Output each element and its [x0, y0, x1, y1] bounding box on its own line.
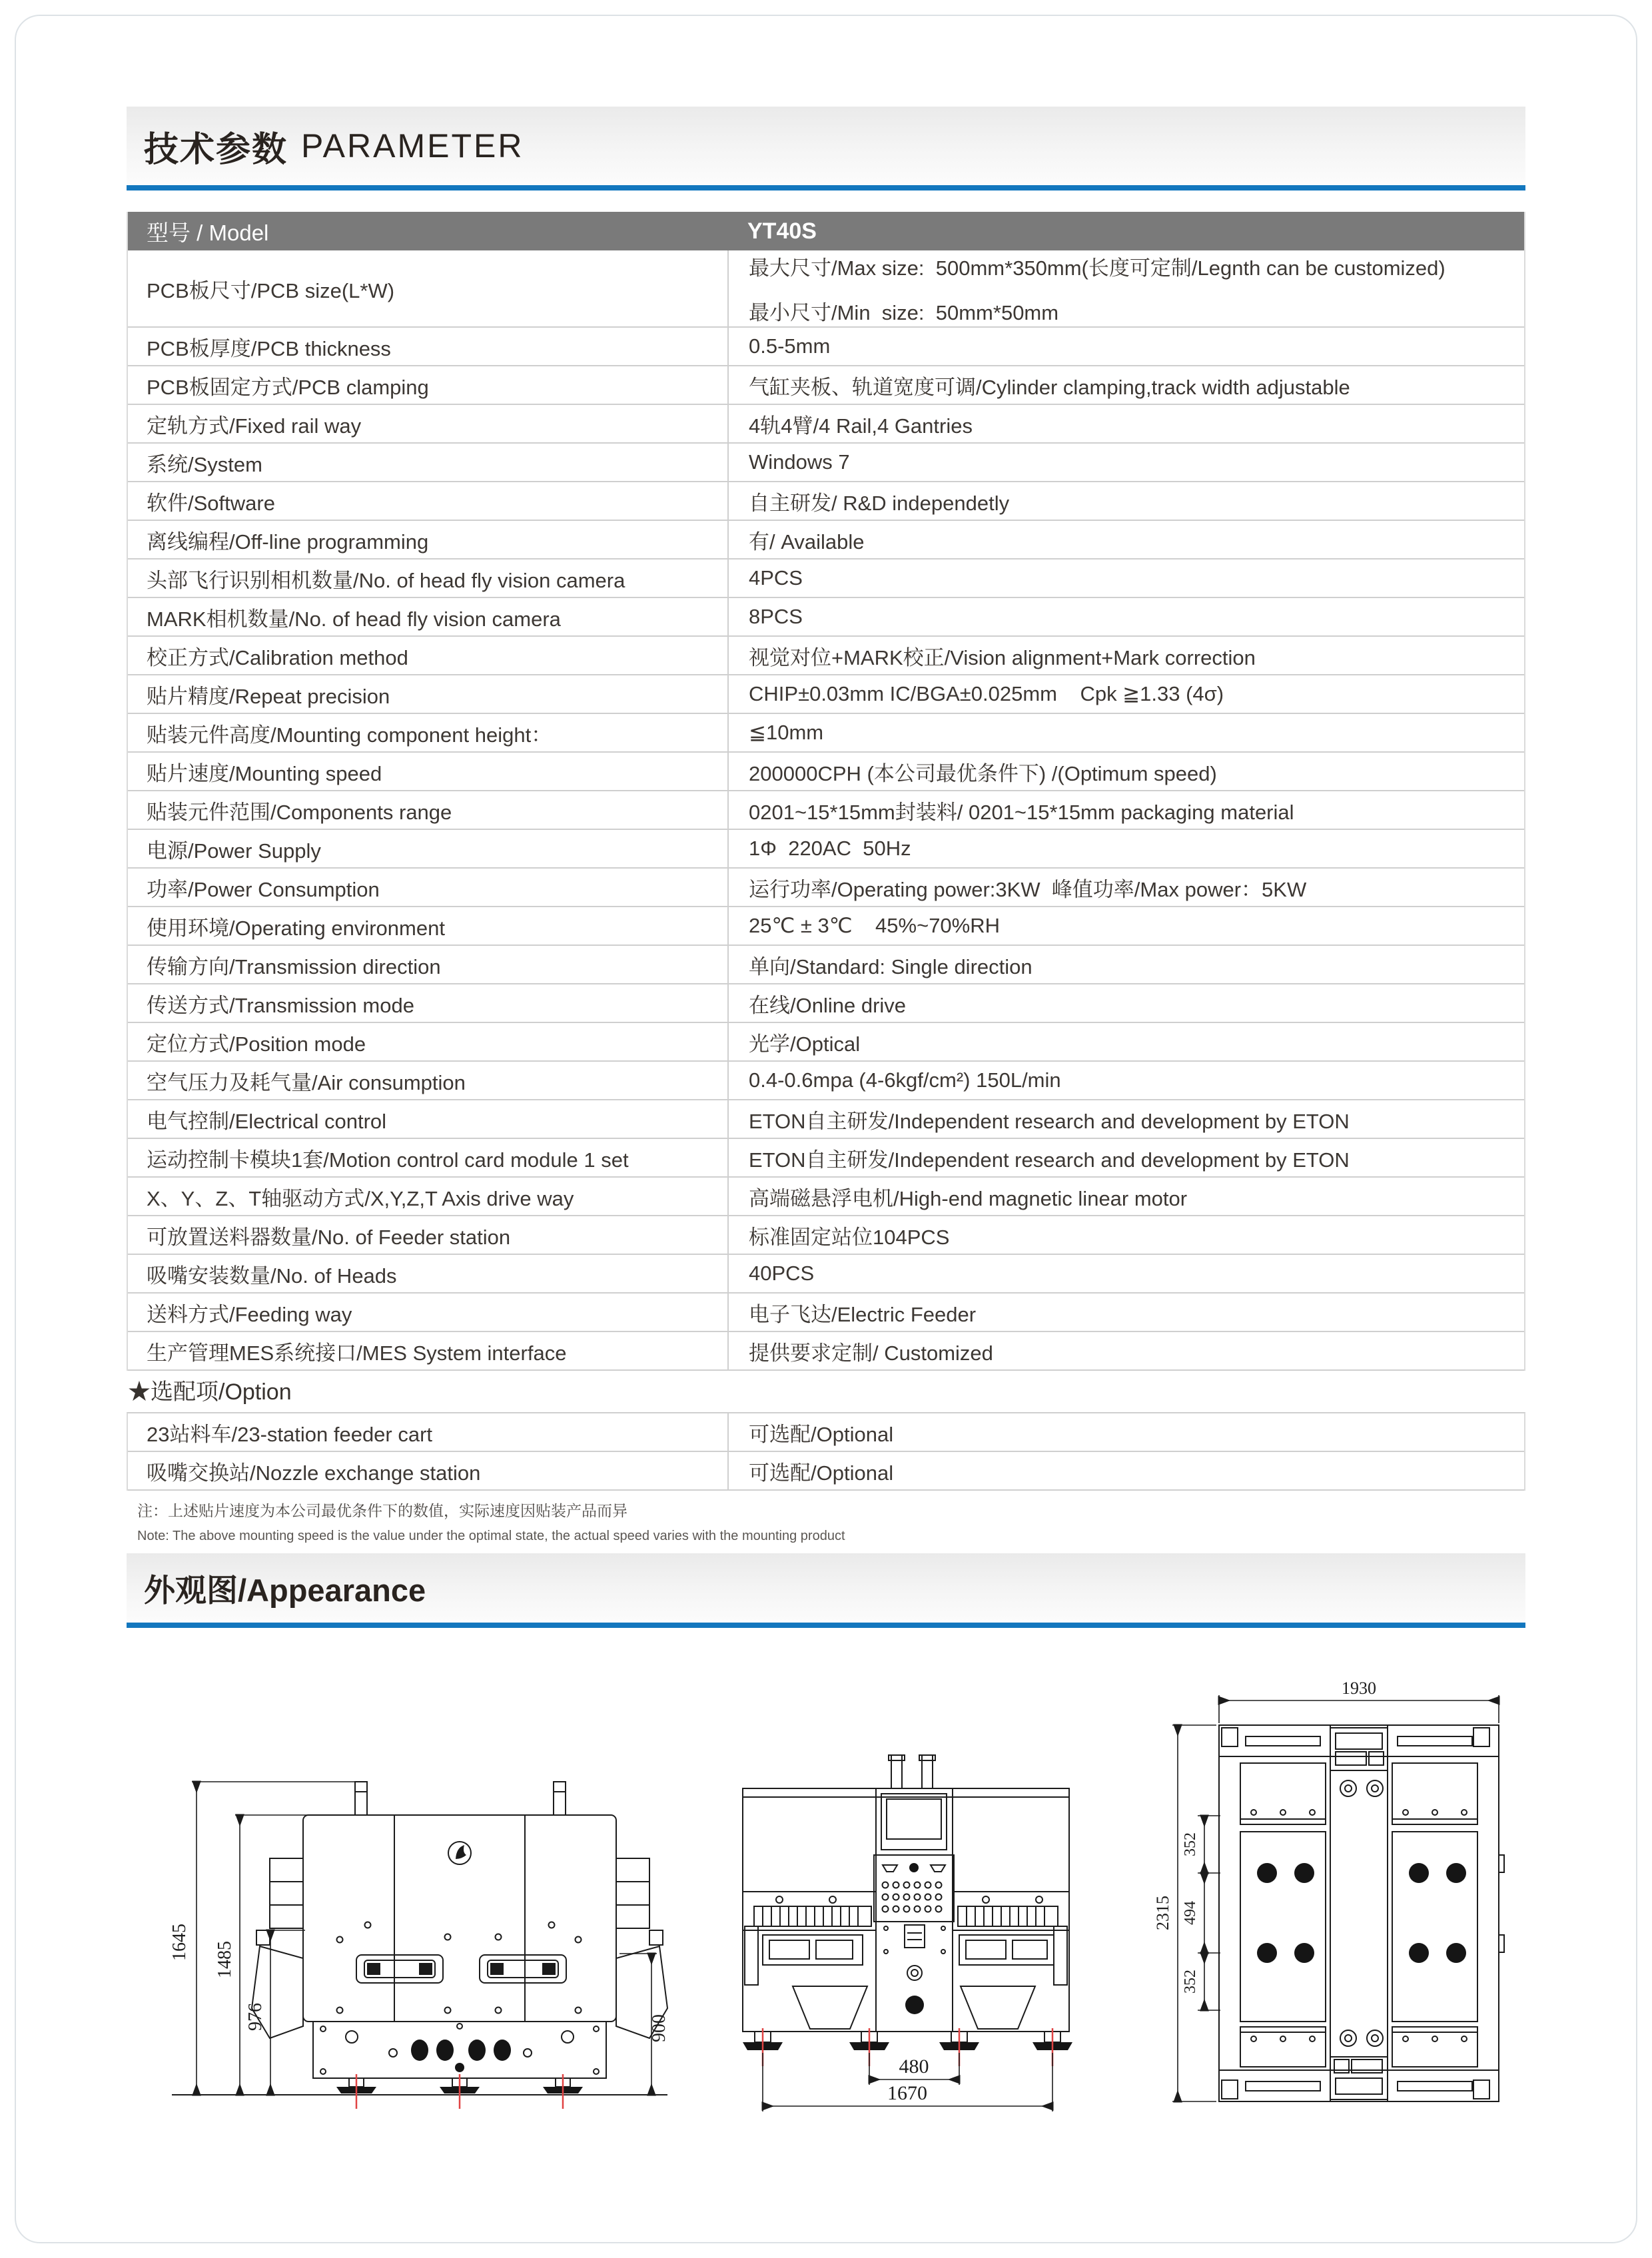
- spec-label: 校正方式/Calibration method: [147, 645, 408, 669]
- spec-value-line: 标准固定站位104PCS: [749, 1225, 950, 1249]
- option-table-body: [128, 1413, 1524, 1491]
- table-row: [128, 869, 1524, 907]
- spec-value-line: 有/ Available: [749, 530, 865, 554]
- table-row: [128, 521, 1524, 560]
- spec-label: 离线编程/Off-line programming: [147, 530, 429, 554]
- dim-conveyor-height: 976: [245, 2003, 266, 2031]
- dim-total-height: 1645: [169, 1924, 190, 1961]
- table-row: [128, 1255, 1524, 1294]
- spec-label: 定位方式/Position mode: [147, 1032, 366, 1056]
- spec-value: [727, 1023, 1524, 1060]
- spec-label: 贴装元件高度/Mounting component height：: [147, 723, 552, 747]
- spec-value: [727, 1139, 1524, 1176]
- dim-width: 1930: [1342, 1679, 1376, 1698]
- spec-value-line: 光学/Optical: [749, 1032, 861, 1056]
- spec-label: 电源/Power Supply: [147, 839, 321, 863]
- spec-value-line: 40PCS: [749, 1262, 815, 1285]
- dim-seg-bottom: 352: [1182, 1970, 1199, 1994]
- table-row: [128, 444, 1524, 482]
- top-view-machine: [1219, 1725, 1504, 2101]
- table-row: [128, 1413, 1524, 1452]
- table-row: [128, 598, 1524, 637]
- spec-value: [727, 637, 1524, 674]
- spec-value: [727, 1100, 1524, 1138]
- spec-value: [727, 791, 1524, 829]
- spec-value: [727, 482, 1524, 520]
- option-section-title: ★选配项/Option: [128, 1379, 292, 1405]
- spec-value-line: 0.4-0.6mpa (4-6kgf/cm²) 150L/min: [749, 1068, 1061, 1092]
- table-row: [128, 714, 1524, 753]
- spec-value: [727, 1216, 1524, 1254]
- spec-value-line: 电子飞达/Electric Feeder: [749, 1302, 977, 1326]
- table-row: [128, 366, 1524, 405]
- spec-value-line: CHIP±0.03mm IC/BGA±0.025mm Cpk ≧1.33 (4σ): [749, 682, 1224, 705]
- table-row: [128, 1100, 1524, 1139]
- spec-label: 可放置送料器数量/No. of Feeder station: [147, 1225, 511, 1249]
- spec-value: [727, 714, 1524, 751]
- spec-value: [727, 598, 1524, 635]
- spec-value: [727, 946, 1524, 983]
- spec-label: 电气控制/Electrical control: [147, 1109, 387, 1133]
- spec-value-line: 4PCS: [749, 566, 803, 589]
- spec-label: 贴片精度/Repeat precision: [147, 684, 390, 708]
- spec-value-line: 8PCS: [749, 605, 803, 628]
- spec-value: [727, 830, 1524, 867]
- option-table: [127, 1412, 1525, 1491]
- spec-value: [727, 1413, 1524, 1451]
- front-view-machine: [743, 1755, 1072, 2066]
- spec-value: [727, 1332, 1524, 1369]
- parameter-title-zh: 技术参数: [144, 130, 288, 169]
- spec-table-header: [128, 212, 1524, 250]
- table-row: [128, 328, 1524, 366]
- spec-label: MARK相机数量/No. of head fly vision camera: [147, 607, 561, 631]
- spec-value: [727, 753, 1524, 790]
- spec-label: 吸嘴交换站/Nozzle exchange station: [147, 1461, 481, 1485]
- spec-label: PCB板厚度/PCB thickness: [147, 336, 391, 360]
- spec-value: [727, 1255, 1524, 1292]
- spec-value-line: 最小尺寸/Min size: 50mm*50mm: [749, 301, 1059, 324]
- spec-value: [727, 405, 1524, 442]
- table-row: [128, 1332, 1524, 1371]
- spec-value-line: 可选配/Optional: [749, 1422, 894, 1446]
- spec-value: [727, 869, 1524, 906]
- spec-value: [727, 328, 1524, 365]
- table-row: [128, 907, 1524, 946]
- spec-value-line: 运行功率/Operating power:3KW 峰值功率/Max power：5KW: [749, 877, 1307, 901]
- spec-label: 头部飞行识别相机数量/No. of head fly vision camera: [147, 568, 625, 592]
- table-row: [128, 1294, 1524, 1332]
- spec-value: [727, 560, 1524, 597]
- spec-label: 生产管理MES系统接口/MES System interface: [147, 1341, 567, 1365]
- table-row: [128, 1062, 1524, 1100]
- spec-value-line: 4轨4臂/4 Rail,4 Gantries: [749, 414, 973, 438]
- spec-value: [727, 366, 1524, 404]
- table-row: [128, 1178, 1524, 1216]
- table-row: [128, 984, 1524, 1023]
- spec-label: 定轨方式/Fixed rail way: [147, 414, 362, 438]
- back-view-machine: [172, 1782, 667, 2109]
- dim-body-height: 1485: [214, 1941, 235, 1978]
- dim-inner-feet-span: 480: [899, 2056, 929, 2077]
- dim-outer-feet-span: 1670: [887, 2082, 927, 2104]
- table-row: [128, 1216, 1524, 1255]
- spec-value: [727, 1294, 1524, 1331]
- spec-label: X、Y、Z、T轴驱动方式/X,Y,Z,T Axis drive way: [147, 1186, 574, 1210]
- spec-value: [727, 1062, 1524, 1099]
- spec-label: 贴装元件范围/Components range: [147, 800, 452, 824]
- spec-value-line: 0.5-5mm: [749, 334, 831, 358]
- table-row: [128, 1023, 1524, 1062]
- footnote-en: Note: The above mounting speed is the value under the optimal state, the actual speed varies with the mounting product: [137, 1529, 845, 1543]
- spec-table: [127, 212, 1525, 1371]
- spec-label: 传送方式/Transmission mode: [147, 993, 414, 1017]
- spec-value-line: 高端磁悬浮电机/High-end magnetic linear motor: [749, 1186, 1188, 1210]
- spec-label: 贴片速度/Mounting speed: [147, 761, 382, 785]
- spec-value-line: ETON自主研发/Independent research and development by ETON: [749, 1148, 1350, 1172]
- table-row: [128, 791, 1524, 830]
- spec-value-line: 提供要求定制/ Customized: [749, 1341, 993, 1365]
- footnotes: [137, 1499, 845, 1544]
- spec-value-line: 气缸夹板、轨道宽度可调/Cylinder clamping,track width adjustable: [749, 375, 1350, 399]
- spec-label: 送料方式/Feeding way: [147, 1302, 352, 1326]
- table-row: [128, 1452, 1524, 1491]
- table-row: [128, 946, 1524, 984]
- spec-value-line: ≦10mm: [749, 721, 824, 744]
- spec-value-line: 自主研发/ R&D independetly: [749, 491, 1010, 515]
- table-row: [128, 482, 1524, 521]
- table-row: [128, 830, 1524, 869]
- dim-seg-top: 352: [1182, 1832, 1199, 1856]
- spec-value-line: ETON自主研发/Independent research and development by ETON: [749, 1109, 1350, 1133]
- dim-depth: 2315: [1153, 1896, 1172, 1930]
- spec-label: PCB板固定方式/PCB clamping: [147, 375, 429, 399]
- spec-label: 吸嘴安装数量/No. of Heads: [147, 1264, 397, 1288]
- dim-base-height: 900: [649, 2014, 669, 2042]
- spec-value: [727, 444, 1524, 481]
- spec-value: [727, 1452, 1524, 1489]
- spec-label: 软件/Software: [147, 491, 275, 515]
- model-header-value: YT40S: [747, 218, 817, 244]
- table-row: [128, 405, 1524, 444]
- table-row: [128, 1139, 1524, 1178]
- parameter-title-en: PARAMETER: [301, 127, 524, 165]
- spec-table-body: [128, 250, 1524, 1371]
- spec-label: 传输方向/Transmission direction: [147, 954, 441, 978]
- spec-value: [727, 521, 1524, 558]
- spec-label: 23站料车/23-station feeder cart: [147, 1422, 433, 1446]
- spec-value-line: 视觉对位+MARK校正/Vision alignment+Mark correction: [749, 645, 1256, 669]
- spec-label: 运动控制卡模块1套/Motion control card module 1 set: [147, 1148, 629, 1172]
- spec-value: [727, 907, 1524, 944]
- spec-value-line: 1Φ 220AC 50Hz: [749, 837, 911, 860]
- spec-value: [727, 1178, 1524, 1215]
- table-row: [128, 753, 1524, 791]
- table-row: [128, 560, 1524, 598]
- spec-value-line: 单向/Standard: Single direction: [749, 954, 1032, 978]
- appearance-title: 外观图/Appearance: [144, 1572, 426, 1608]
- spec-value-line: 0201~15*15mm封装料/ 0201~15*15mm packaging material: [749, 800, 1294, 824]
- spec-label: PCB板尺寸/PCB size(L*W): [147, 278, 395, 302]
- table-row: [128, 250, 1524, 328]
- back-view-drawing: [133, 1725, 679, 2125]
- dim-seg-middle: 494: [1182, 1901, 1199, 1925]
- footnote-zh: 注：上述贴片速度为本公司最优条件下的数值，实际速度因贴装产品而异: [137, 1502, 627, 1519]
- top-view-drawing: [1146, 1675, 1532, 2128]
- spec-value-line: 200000CPH (本公司最优条件下) /(Optimum speed): [749, 761, 1217, 785]
- spec-value-line: 最大尺寸/Max size: 500mm*350mm(长度可定制/Legnth can be customized): [749, 256, 1446, 280]
- spec-value: [727, 984, 1524, 1022]
- spec-label: 使用环境/Operating environment: [147, 916, 445, 940]
- model-header-label: 型号 / Model: [147, 220, 269, 245]
- table-row: [128, 675, 1524, 714]
- spec-label: 功率/Power Consumption: [147, 877, 380, 901]
- spec-value: [727, 675, 1524, 713]
- spec-value-line: 在线/Online drive: [749, 993, 907, 1017]
- table-row: [128, 637, 1524, 675]
- spec-value-line: Windows 7: [749, 450, 850, 474]
- spec-label: 系统/System: [147, 452, 262, 476]
- spec-value-line: 25℃ ± 3℃ 45%~70%RH: [749, 914, 1001, 937]
- parameter-section-header: [127, 107, 1525, 190]
- spec-value: [727, 250, 1524, 326]
- appearance-section-header: [127, 1553, 1525, 1628]
- front-view-drawing: [693, 1725, 1119, 2125]
- spec-label: 空气压力及耗气量/Air consumption: [147, 1070, 466, 1094]
- spec-value-line: 可选配/Optional: [749, 1461, 894, 1485]
